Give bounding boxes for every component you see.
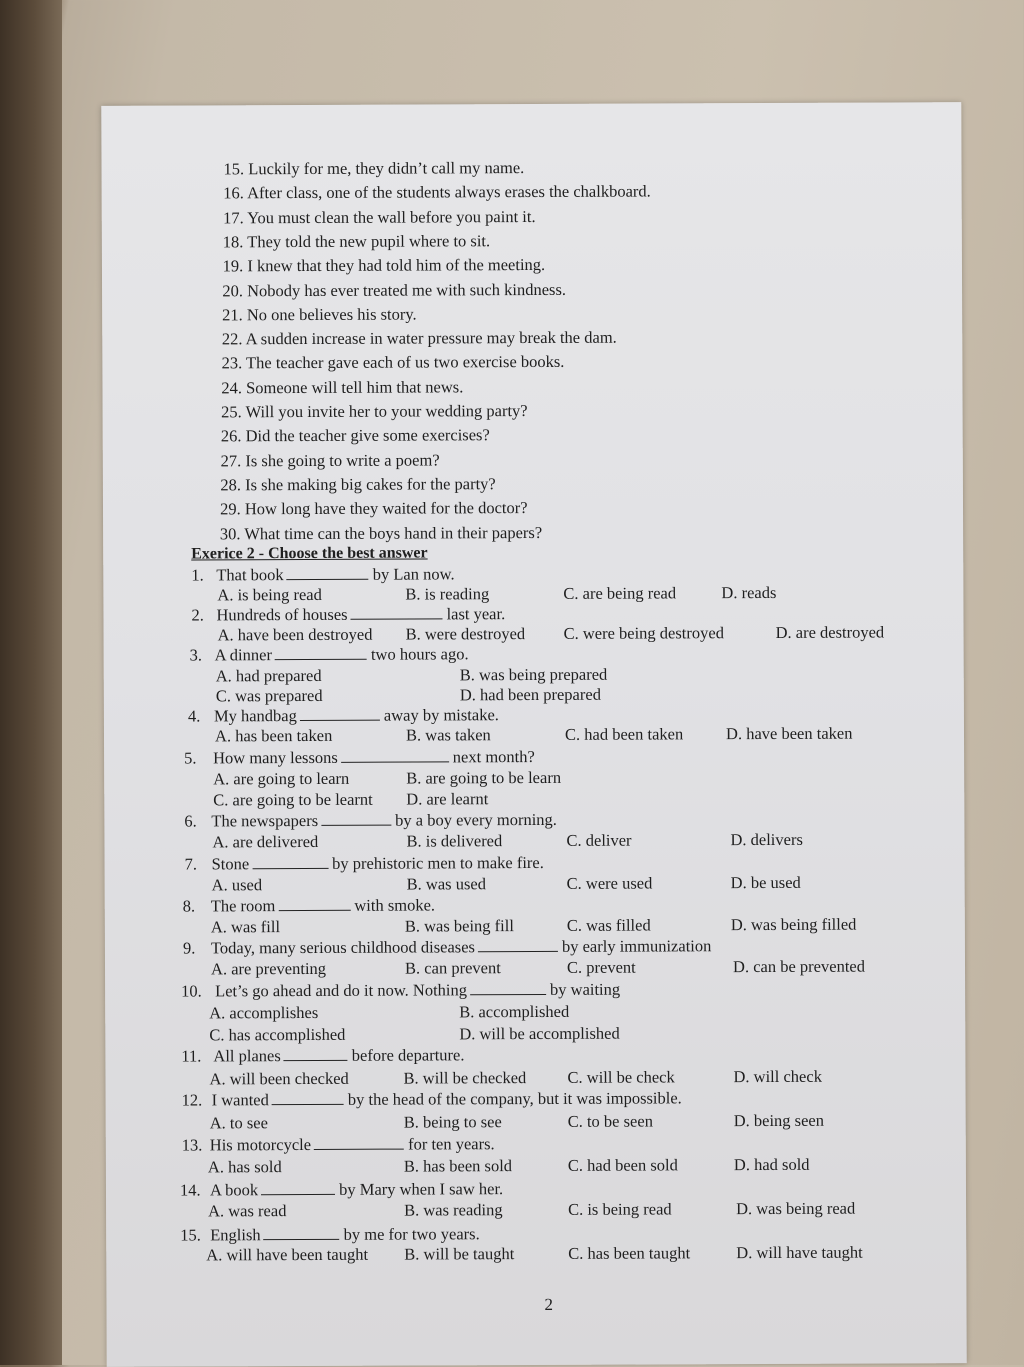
answer-option[interactable]: C. are going to be learnt [213, 789, 373, 810]
book-edge-shadow [0, 0, 62, 1365]
question-text-continued: away by mistake. [383, 705, 499, 725]
question-number: 6. [184, 811, 197, 831]
answer-option[interactable]: C. to be seen [567, 1111, 653, 1131]
question-stem [181, 980, 620, 1002]
question-number: 10. [181, 981, 202, 1001]
answer-option[interactable]: A. to see [209, 1113, 268, 1133]
question-text: I wanted [211, 1090, 269, 1110]
question-number: 3. [189, 645, 203, 665]
question-stem [183, 936, 712, 958]
answer-option[interactable]: D. delivers [730, 829, 803, 850]
sentence-item: 19. I knew that they had told him of the meeting. [222, 255, 546, 276]
question-stem [183, 895, 435, 916]
sentence-item: 30. What time can the boys hand in their papers? [219, 522, 543, 543]
answer-option[interactable]: B. was being prepared [459, 664, 608, 685]
exercise-heading: Exerice 2 - Choose the best answer [191, 544, 428, 563]
question-text: A dinner [214, 645, 272, 665]
answer-option[interactable]: A. has sold [207, 1157, 282, 1177]
answer-blank[interactable] [470, 980, 546, 995]
question-text: The newspapers [211, 810, 319, 831]
answer-option[interactable]: A. was fill [210, 917, 281, 937]
question-text: English [210, 1225, 261, 1245]
answer-blank[interactable] [351, 604, 443, 619]
answer-option[interactable]: A. will have been taught [206, 1244, 369, 1265]
answer-option[interactable]: B. were destroyed [405, 624, 526, 644]
answer-blank[interactable] [300, 706, 380, 721]
question-text: All planes [213, 1046, 281, 1066]
sentence-item: 15. Luckily for me, they didn’t call my name. [223, 158, 525, 179]
answer-option[interactable]: A. used [211, 875, 263, 895]
answer-option[interactable]: C. has accomplished [209, 1024, 346, 1045]
answer-option[interactable]: C. deliver [566, 830, 632, 850]
answer-option[interactable]: D. was being read [736, 1198, 856, 1219]
question-text: The room [210, 896, 276, 916]
answer-option[interactable]: B. will be taught [404, 1244, 515, 1264]
answer-blank[interactable] [321, 811, 391, 826]
answer-option[interactable]: C. was prepared [215, 685, 323, 706]
page-number: 2 [544, 1294, 554, 1314]
sentence-item: 26. Did the teacher give some exercises? [220, 425, 490, 446]
question-number: 12. [181, 1090, 203, 1110]
question-stem [191, 604, 505, 625]
answer-option[interactable]: B. was used [406, 874, 486, 894]
answer-option[interactable]: C. will be check [567, 1067, 675, 1087]
answer-option[interactable]: D. being seen [733, 1110, 825, 1131]
question-stem [180, 1224, 480, 1245]
question-text-continued: by early immunization [561, 936, 712, 956]
answer-option[interactable]: A. accomplishes [209, 1002, 319, 1023]
question-number: 13. [181, 1135, 203, 1155]
answer-option[interactable]: D. had been prepared [459, 684, 601, 705]
question-text-continued: for ten years. [408, 1134, 495, 1154]
sentence-item: 24. Someone will tell him that news. [221, 376, 464, 398]
answer-option[interactable]: D. will check [733, 1066, 822, 1087]
answer-option[interactable]: D. have been taken [725, 723, 853, 744]
sentence-item: 20. Nobody has ever treated me with such kindness. [222, 279, 567, 300]
question-stem [182, 1088, 682, 1110]
sentence-item: 28. Is she making big cakes for the party? [220, 474, 496, 495]
answer-option[interactable]: C. are being read [563, 583, 677, 603]
answer-option[interactable]: A. will been checked [209, 1068, 349, 1089]
sentence-item: 25. Will you invite her to your wedding party? [221, 401, 528, 422]
question-text: My handbag [213, 706, 297, 726]
answer-blank[interactable] [272, 1090, 344, 1105]
answer-option[interactable]: B. is delivered [406, 831, 503, 851]
answer-blank[interactable] [261, 1180, 335, 1195]
answer-option[interactable]: D. are learnt [406, 789, 489, 809]
question-stem [180, 1179, 503, 1200]
answer-blank[interactable] [341, 747, 449, 762]
answer-option[interactable]: A. was read [208, 1201, 287, 1221]
answer-option[interactable]: D. was being filled [730, 914, 857, 935]
answer-option[interactable]: A. had prepared [215, 665, 322, 686]
question-number: 8. [182, 896, 196, 916]
sentence-item: 27. Is she going to write a poem? [220, 450, 440, 470]
answer-option[interactable]: C. had been taken [564, 724, 684, 744]
answer-option[interactable]: C. has been taught [568, 1243, 691, 1263]
answer-option[interactable]: D. had sold [733, 1154, 810, 1175]
answer-option[interactable]: B. accomplished [459, 1001, 570, 1022]
question-number: 9. [182, 938, 196, 958]
question-text-continued: by a boy every morning. [395, 809, 557, 830]
question-text-continued: by prehistoric men to make fire. [332, 852, 544, 873]
answer-option[interactable]: B. was reading [404, 1200, 503, 1220]
question-text: A book [209, 1180, 259, 1200]
question-text-continued: last year. [446, 604, 506, 624]
answer-option[interactable]: C. had been sold [567, 1155, 678, 1175]
question-stem [188, 705, 499, 726]
question-number: 14. [179, 1180, 201, 1200]
sentence-item: 16. After class, one of the students always erases the chalkboard. [223, 181, 651, 203]
question-text-continued: by Lan now. [372, 564, 455, 584]
answer-option[interactable]: D. be used [730, 872, 801, 893]
answer-option[interactable]: C. were being destroyed [563, 623, 724, 643]
question-text-continued: by waiting [549, 979, 621, 999]
question-stem [181, 1045, 464, 1066]
answer-option[interactable]: A. has been taken [214, 725, 333, 746]
question-stem [184, 747, 535, 769]
answer-blank[interactable] [478, 937, 558, 952]
question-text-continued: with smoke. [354, 895, 436, 915]
question-number: 4. [187, 706, 201, 726]
question-text: Stone [211, 854, 250, 874]
sentence-item: 23. The teacher gave each of us two exercise books. [221, 352, 565, 373]
question-number: 2. [191, 605, 204, 625]
answer-option[interactable]: B. is reading [405, 584, 490, 604]
sentence-item: 29. How long have they waited for the doctor? [220, 498, 528, 519]
sentence-item: 18. They told the new pupil where to sit. [222, 231, 491, 252]
answer-option[interactable]: D. will have taught [736, 1242, 863, 1263]
question-number: 15. [180, 1225, 201, 1245]
sentence-item: 22. A sudden increase in water pressure may break the dam. [221, 327, 617, 349]
question-text-continued: by the head of the company, but it was impossible. [347, 1088, 682, 1109]
question-number: 5. [184, 748, 197, 768]
answer-option[interactable]: B. was taken [405, 725, 491, 745]
answer-blank[interactable] [314, 1135, 404, 1150]
answer-option[interactable]: B. can prevent [404, 958, 501, 978]
question-text-continued: next month? [452, 746, 535, 767]
answer-blank[interactable] [278, 896, 350, 911]
sentence-item: 21. No one believes his story. [222, 304, 417, 325]
answer-option[interactable]: D. can be prevented [732, 956, 865, 977]
answer-option[interactable]: A. have been destroyed [217, 624, 373, 645]
question-text: That book [216, 565, 284, 585]
answer-option[interactable]: D. will be accomplished [459, 1023, 620, 1044]
question-text: Today, many serious childhood diseases [210, 937, 475, 958]
answer-option[interactable]: B. will be checked [403, 1068, 527, 1088]
question-number: 11. [181, 1046, 202, 1066]
question-stem [184, 810, 557, 832]
answer-option[interactable]: C. prevent [566, 957, 636, 977]
worksheet-page [101, 102, 966, 1367]
answer-option[interactable]: C. is being read [568, 1199, 672, 1219]
question-stem [191, 564, 454, 585]
answer-option[interactable]: B. being to see [403, 1112, 502, 1132]
question-text: Let’s go ahead and do it now. Nothing [215, 980, 468, 1001]
question-text-continued: two hours ago. [370, 644, 469, 664]
answer-option[interactable]: C. were used [566, 873, 653, 893]
question-text-continued: by Mary when I saw her. [339, 1179, 504, 1199]
question-text: His motorcycle [209, 1134, 312, 1155]
answer-option[interactable]: D. are destroyed [775, 622, 885, 642]
answer-option[interactable]: D. reads [721, 582, 777, 603]
answer-option[interactable]: B. are going to be learn [406, 767, 562, 788]
answer-option[interactable]: A. are going to learn [213, 768, 350, 789]
answer-blank[interactable] [287, 565, 369, 580]
answer-option[interactable]: A. are preventing [210, 958, 327, 979]
answer-option[interactable]: B. was being fill [404, 916, 514, 936]
answer-blank[interactable] [264, 1225, 340, 1240]
question-text-continued: by me for two years. [343, 1224, 480, 1244]
question-text: Hundreds of houses [216, 604, 348, 625]
answer-blank[interactable] [284, 1046, 348, 1061]
answer-blank[interactable] [252, 854, 328, 869]
question-text-continued: before departure. [351, 1045, 465, 1065]
question-number: 1. [191, 565, 204, 585]
question-stem [190, 644, 469, 665]
question-text: How many lessons [213, 747, 338, 768]
question-stem [185, 853, 544, 875]
answer-option[interactable]: B. has been sold [403, 1156, 513, 1176]
sentence-item: 17. You must clean the wall before you paint it. [222, 206, 536, 227]
question-stem [182, 1134, 495, 1155]
question-number: 7. [184, 854, 197, 874]
answer-blank[interactable] [275, 645, 367, 660]
answer-option[interactable]: A. are delivered [212, 831, 319, 852]
answer-option[interactable]: A. is being read [217, 584, 322, 605]
answer-option[interactable]: C. was filled [566, 915, 651, 935]
